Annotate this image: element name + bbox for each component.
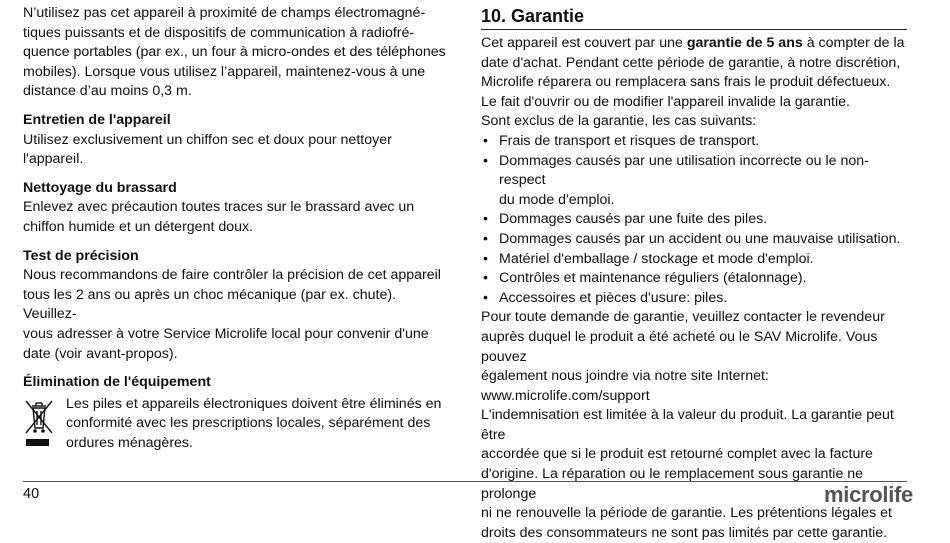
intro-paragraph: N’utilisez pas cet appareil à proximité de champs électromagné- tiques puissants et de dispositifs de communication à radiofré- quence portables (par ex., un four à micro-ondes et des téléphones mobiles). Lorsque vous utilisez l’appareil, maintenez-vous à une distance d’au moins 0,3 m. — [23, 5, 446, 100]
warranty-liability: L'indemnisation est limitée à la valeur du produit. La garantie peut être accordée que si le produit est retourné complet avec la facture d'origine. La réparation ou le remplacement sous garantie ne prolonge ni ne renouvelle la période de garantie. Les prétentions légales et droits des consommateurs ne sont pas limités par cette garantie. — [481, 407, 894, 541]
cuff-cleaning-text: Enlevez avec précaution toutes traces sur le brassard avec un chiffon humide et un détergent doux. — [23, 199, 415, 235]
accuracy-test-heading: Test de précision — [23, 247, 139, 264]
support-url: www.microlife.com/support — [481, 387, 650, 404]
list-item: • Dommages causés par une fuite des piles. — [481, 210, 907, 230]
list-item: • Frais de transport et risques de transport. — [481, 132, 907, 152]
disposal-block — [23, 395, 453, 458]
maintenance-text: Utilisez exclusivement un chiffon sec et doux pour nettoyer l'appareil. — [23, 131, 392, 168]
maintenance-heading: Entretien de l'appareil — [23, 111, 171, 128]
warranty-heading: 10. Garantie — [481, 5, 907, 30]
disposal-text: Les piles et appareils électroniques doivent être éliminés en conformité avec les prescriptions locales, séparément des ordures ménagères. — [66, 395, 442, 451]
list-item: • Accessoires et pièces d'usure: piles. — [481, 289, 907, 309]
disposal-heading: Élimination de l'équipement — [23, 374, 211, 391]
list-item: • Contrôles et maintenance réguliers (étalonnage). — [481, 269, 907, 289]
list-item: • Matériel d'emballage / stockage et mode d'emploi. — [481, 250, 907, 270]
list-item: • Dommages causés par un accident ou une mauvaise utilisation. — [481, 230, 907, 250]
crossed-out-bin-icon — [23, 397, 55, 458]
warranty-intro: Cet appareil est couvert par une garantie de 5 ans à compter de la date d'achat. Pendant cette période de garantie, à notre discrétion, Microlife réparera ou remplacera sans frais le produit défectueux. Le fait d'ouvrir ou de modifier l'appareil invalide la garantie. Sont exclus de la garantie, les cas suivants: — [481, 35, 905, 130]
accuracy-test-text: Nous recommandons de faire contrôler la précision de cet appareil tous les 2 ans ou après un choc mécanique (par ex. chute). Veuillez- vous adresser à votre Service Microlife local pour convenir d'une date (voir avant-propos). — [23, 267, 441, 362]
left-column — [23, 4, 453, 457]
microlife-logo: microlife — [824, 482, 913, 507]
list-item: • Dommages causés par une utilisation incorrecte ou le non-respect du mode d'emploi. — [481, 152, 907, 211]
cuff-cleaning-heading: Nettoyage du brassard — [23, 179, 177, 196]
footer-divider — [23, 481, 907, 482]
warranty-duration: garantie de 5 ans — [686, 35, 803, 51]
exclusions-list — [481, 132, 907, 308]
right-column — [481, 4, 907, 543]
warranty-contact: Pour toute demande de garantie, veuillez contacter le revendeur auprès duquel le produit a été acheté ou le SAV Microlife. Vous pouvez également nous joindre via notre site Internet: www.microlife.com/support — [481, 309, 885, 404]
page-number: 40 — [23, 486, 40, 502]
